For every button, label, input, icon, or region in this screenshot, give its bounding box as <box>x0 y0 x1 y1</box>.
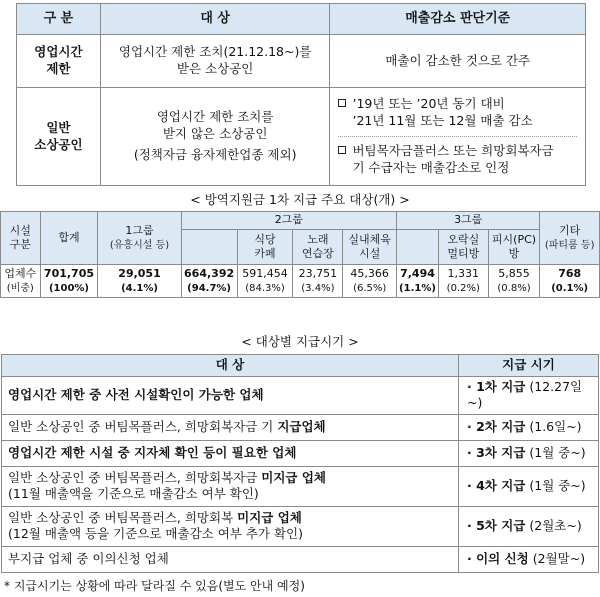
karaoke-cell <box>293 265 343 298</box>
category-cell: 영업시간 제한 <box>17 35 101 88</box>
target-emphasis: 미지급 업체 <box>237 509 302 525</box>
header-arcade: 오락실 멀티방 <box>438 230 488 265</box>
arcade-value: 1,331 <box>447 266 480 280</box>
criteria-cell: 매출이 감소한 것으로 간주 <box>330 35 586 88</box>
criteria-row-business-hours <box>17 35 586 88</box>
target-exclusion-text: (정책자금 융자제한업종 제외) <box>133 146 297 162</box>
header-target: 대 상 <box>2 355 459 377</box>
header-group2: 2그룹 <box>181 212 396 230</box>
target-text: 일반 소상공인 중 버팀목플러스, 희망회복 <box>8 509 238 525</box>
checkbox-bullet-icon <box>338 99 346 107</box>
target-text: 일반 소상공인 중 버팀목플러스, 희망회복자금 기 <box>8 418 278 434</box>
divider <box>338 136 577 137</box>
header-etc <box>540 212 600 265</box>
checkbox-bullet-icon <box>338 146 346 154</box>
category-cell: 일반 소상공인 <box>17 88 101 186</box>
header-group2-blank <box>181 230 237 265</box>
schedule-row <box>2 546 599 572</box>
target-cell: 영업시간 제한 조치(21.12.18~)를 받은 소상공인 <box>100 35 330 88</box>
header-group3: 3그룹 <box>397 212 540 230</box>
criteria-text: ’19년 또는 ’20년 동기 대비 <box>352 96 505 112</box>
header-cafe: 식당 카페 <box>237 230 293 265</box>
group2-share: (94.7%) <box>187 283 232 294</box>
date-text: (12.27일~) <box>467 379 583 411</box>
group1-cell <box>98 265 181 298</box>
row-label <box>1 265 41 298</box>
target-text: 부지급 업체 중 이의신청 업체 <box>8 550 169 566</box>
group2-value: 664,392 <box>184 266 235 280</box>
gym-cell <box>343 265 397 298</box>
criteria-table-header <box>17 4 586 35</box>
pc-cell <box>488 265 540 298</box>
criteria-text: ’21년 11월 또는 12월 매출 감소 <box>352 113 533 129</box>
criteria-text: 기 수급자는 매출감소로 인정 <box>352 159 510 175</box>
total-value: 701,705 <box>43 266 95 280</box>
group1-value: 29,051 <box>118 266 161 280</box>
round-label: · 5차 지급 <box>467 517 526 533</box>
criteria-cell <box>330 88 586 186</box>
etc-share: (0.1%) <box>551 283 589 294</box>
schedule-target <box>2 440 459 466</box>
schedule-target <box>2 414 459 440</box>
cafe-value: 591,454 <box>242 266 288 280</box>
criteria-table <box>16 3 586 186</box>
counts-table <box>0 211 600 298</box>
gym-value: 45,366 <box>350 266 389 280</box>
schedule-header-row <box>2 355 599 377</box>
schedule-row <box>2 466 599 506</box>
target-text: 영업시간 제한 조치를 받지 않은 소상공인 <box>156 109 274 142</box>
header-pc: 피시(PC) 방 <box>488 230 540 265</box>
target-cell <box>100 88 330 186</box>
schedule-time <box>459 546 599 572</box>
counts-caption: < 방역지원금 1차 지급 주요 대상(개) > <box>190 192 410 207</box>
schedule-time <box>459 466 599 506</box>
schedule-row <box>2 414 599 440</box>
header-karaoke: 노래 연습장 <box>293 230 343 265</box>
group3-cell <box>397 265 439 298</box>
group2-cell <box>181 265 237 298</box>
date-text: (1.6일~) <box>529 418 582 434</box>
target-note: (12월 매출액 등을 기준으로 매출감소 여부 추가 확인) <box>8 526 303 541</box>
header-group3-blank <box>397 230 439 265</box>
date-text: (1월 중~) <box>529 444 586 460</box>
target-text: 영업시간 제한 중 사전 시설확인이 가능한 업체 <box>8 387 264 403</box>
total-share: (100%) <box>48 283 89 294</box>
header-total: 합계 <box>40 212 98 265</box>
schedule-target <box>2 377 459 415</box>
pc-share: (0.8%) <box>497 283 531 294</box>
target-emphasis: 지자체 확인 등 <box>134 444 216 460</box>
criteria-item <box>338 143 577 160</box>
schedule-target <box>2 546 459 572</box>
etc-cell <box>540 265 600 298</box>
criteria-item <box>338 96 577 113</box>
round-label: · 이의 신청 <box>467 550 529 566</box>
target-emphasis: 미지급 업체 <box>261 469 327 485</box>
schedule-time <box>459 377 599 415</box>
criteria-row-general <box>17 88 586 186</box>
date-text: (2월말~) <box>532 550 586 566</box>
pc-value: 5,855 <box>498 266 530 280</box>
schedule-row <box>2 440 599 466</box>
header-time: 지급 시기 <box>459 355 599 377</box>
etc-label: 기타 <box>559 223 581 237</box>
group3-share: (1.1%) <box>399 283 436 294</box>
header-category: 구 분 <box>17 4 101 35</box>
schedule-time <box>459 414 599 440</box>
gym-share: (6.5%) <box>353 283 387 294</box>
header-facility: 시설 구분 <box>1 212 41 265</box>
header-criteria: 매출감소 판단기준 <box>330 4 586 35</box>
schedule-table <box>1 354 599 573</box>
etc-sublabel: (파티룸 등) <box>544 240 595 251</box>
header-target: 대 상 <box>100 4 330 35</box>
target-text: 영업시간 제한 시설 중 <box>8 444 135 460</box>
schedule-time <box>459 440 599 466</box>
target-text: 이 필요한 업체 <box>215 444 297 460</box>
total-cell <box>40 265 98 298</box>
target-text: 일반 소상공인 중 버팀목플러스, 희망회복자금 <box>8 469 262 485</box>
group1-label: 1그룹 <box>125 223 154 237</box>
etc-value: 768 <box>558 266 582 280</box>
row-label-text: 업체수 <box>4 266 37 280</box>
group3-value: 7,494 <box>400 266 435 280</box>
arcade-cell <box>438 265 488 298</box>
schedule-row <box>2 377 599 415</box>
counts-header-row <box>1 212 600 230</box>
schedule-time <box>459 506 599 546</box>
date-text: (1월 중~) <box>529 477 586 493</box>
round-label: · 1차 지급 <box>467 379 526 394</box>
footnote: * 지급시기는 상황에 따라 달라질 수 있음(별도 안내 예정) <box>4 579 305 593</box>
row-label-sub: (비중) <box>6 283 34 294</box>
round-label: · 3차 지급 <box>467 444 526 460</box>
cafe-cell <box>237 265 293 298</box>
round-label: · 2차 지급 <box>467 418 526 434</box>
schedule-caption: < 대상별 지급시기 > <box>241 334 359 349</box>
target-emphasis: 지급업체 <box>277 418 326 434</box>
header-group1 <box>98 212 181 265</box>
group1-sublabel: (유흥시설 등) <box>109 240 170 251</box>
schedule-target <box>2 466 459 506</box>
header-gym: 실내체육 시설 <box>343 230 397 265</box>
counts-data-row <box>1 265 600 298</box>
round-label: · 4차 지급 <box>467 477 526 493</box>
karaoke-share: (3.4%) <box>301 283 335 294</box>
date-text: (2월초~) <box>529 517 582 533</box>
group1-share: (4.1%) <box>121 283 158 294</box>
arcade-share: (0.2%) <box>446 283 480 294</box>
karaoke-value: 23,751 <box>298 266 338 280</box>
target-note: (11월 매출액을 기준으로 매출감소 여부 확인) <box>8 486 259 501</box>
criteria-text: 버팀목자금플러스 또는 희망회복자금 <box>352 143 554 158</box>
schedule-target <box>2 506 459 546</box>
cafe-share: (84.3%) <box>245 283 285 294</box>
schedule-row <box>2 506 599 546</box>
